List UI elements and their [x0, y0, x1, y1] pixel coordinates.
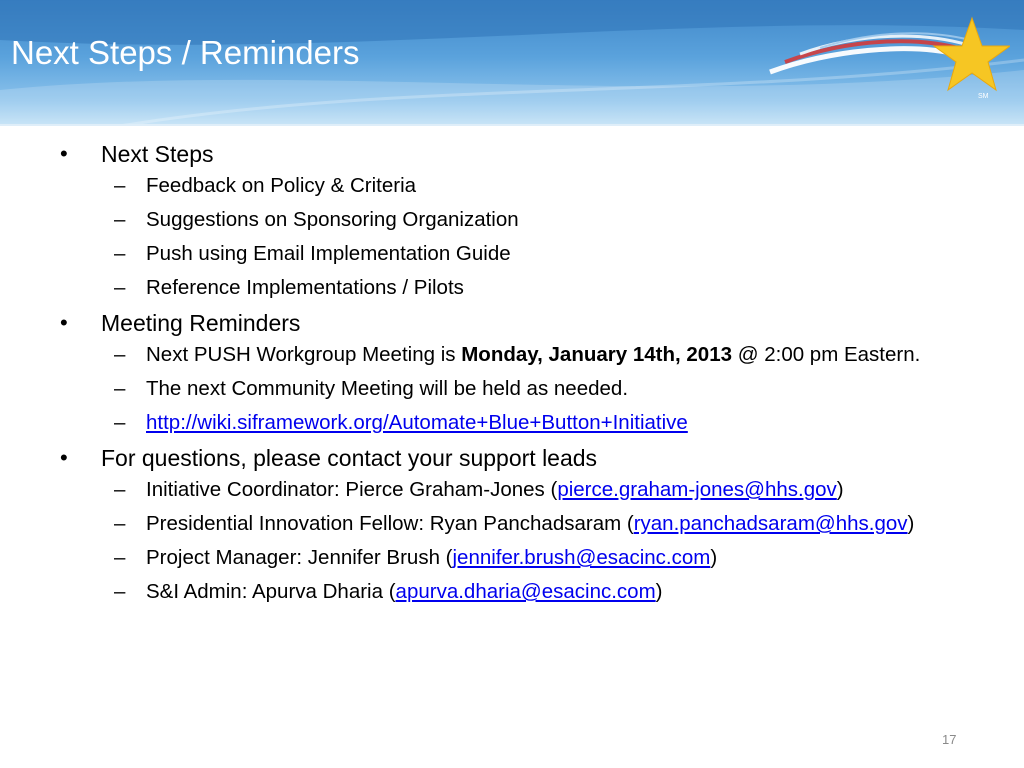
list-item: – Next PUSH Workgroup Meeting is Monday, January 14th, 2013 @ 2:00 pm Eastern.	[114, 343, 921, 366]
contact-item: – Presidential Innovation Fellow: Ryan Panchadsaram (ryan.panchadsaram@hhs.gov)	[114, 512, 915, 535]
dash-icon: –	[114, 512, 126, 535]
bullet-contacts	[0, 444, 1024, 472]
list-item: – Suggestions on Sponsoring Organization	[114, 208, 519, 231]
page-title: Next Steps / Reminders	[11, 34, 360, 71]
list-item	[0, 410, 1024, 436]
dash-icon: –	[114, 478, 126, 501]
list-item: – Reference Implementations / Pilots	[114, 276, 464, 299]
email-link[interactable]: apurva.dharia@esacinc.com	[395, 580, 656, 603]
email-link[interactable]: jennifer.brush@esacinc.com	[452, 546, 711, 569]
dash-icon: –	[114, 242, 126, 265]
slide-body	[0, 140, 1024, 613]
logo-service-mark: SM	[978, 93, 989, 100]
dash-icon: –	[114, 174, 126, 197]
list-item: – Push using Email Implementation Guide	[114, 242, 511, 265]
bullet-icon: •	[60, 141, 68, 166]
list-item: – The next Community Meeting will be held as needed.	[114, 377, 629, 400]
email-link[interactable]: ryan.panchadsaram@hhs.gov	[633, 512, 908, 535]
bullet-icon: •	[60, 310, 68, 335]
section-heading: Meeting Reminders	[101, 310, 301, 336]
list-item: – Feedback on Policy & Criteria	[114, 174, 417, 197]
dash-icon: –	[114, 208, 126, 231]
bullet-next-steps	[0, 140, 1024, 168]
contact-item: – Initiative Coordinator: Pierce Graham-Jones (pierce.graham-jones@hhs.gov)	[114, 478, 844, 501]
wiki-link[interactable]: http://wiki.siframework.org/Automate+Blue+Button+Initiative	[146, 411, 688, 434]
dash-icon: –	[114, 377, 126, 400]
section-heading: Next Steps	[101, 141, 214, 167]
email-link[interactable]: pierce.graham-jones@hhs.gov	[557, 478, 837, 501]
star-swoosh-logo	[760, 10, 1010, 110]
contact-item: – S&I Admin: Apurva Dharia (apurva.dharia@esacinc.com)	[114, 580, 663, 603]
header-divider	[0, 124, 1024, 126]
dash-icon: –	[114, 580, 126, 603]
dash-icon: –	[114, 276, 126, 299]
dash-icon: –	[114, 546, 126, 569]
dash-icon: –	[114, 343, 126, 366]
section-heading: For questions, please contact your support leads	[101, 445, 598, 471]
slide-header	[0, 0, 1024, 126]
bullet-icon: •	[60, 445, 68, 470]
meeting-date: Monday, January 14th, 2013	[461, 343, 733, 366]
contact-item: – Project Manager: Jennifer Brush (jennifer.brush@esacinc.com)	[114, 546, 718, 569]
page-number: 17	[942, 732, 957, 747]
bullet-meeting-reminders	[0, 309, 1024, 337]
dash-icon: –	[114, 411, 126, 434]
